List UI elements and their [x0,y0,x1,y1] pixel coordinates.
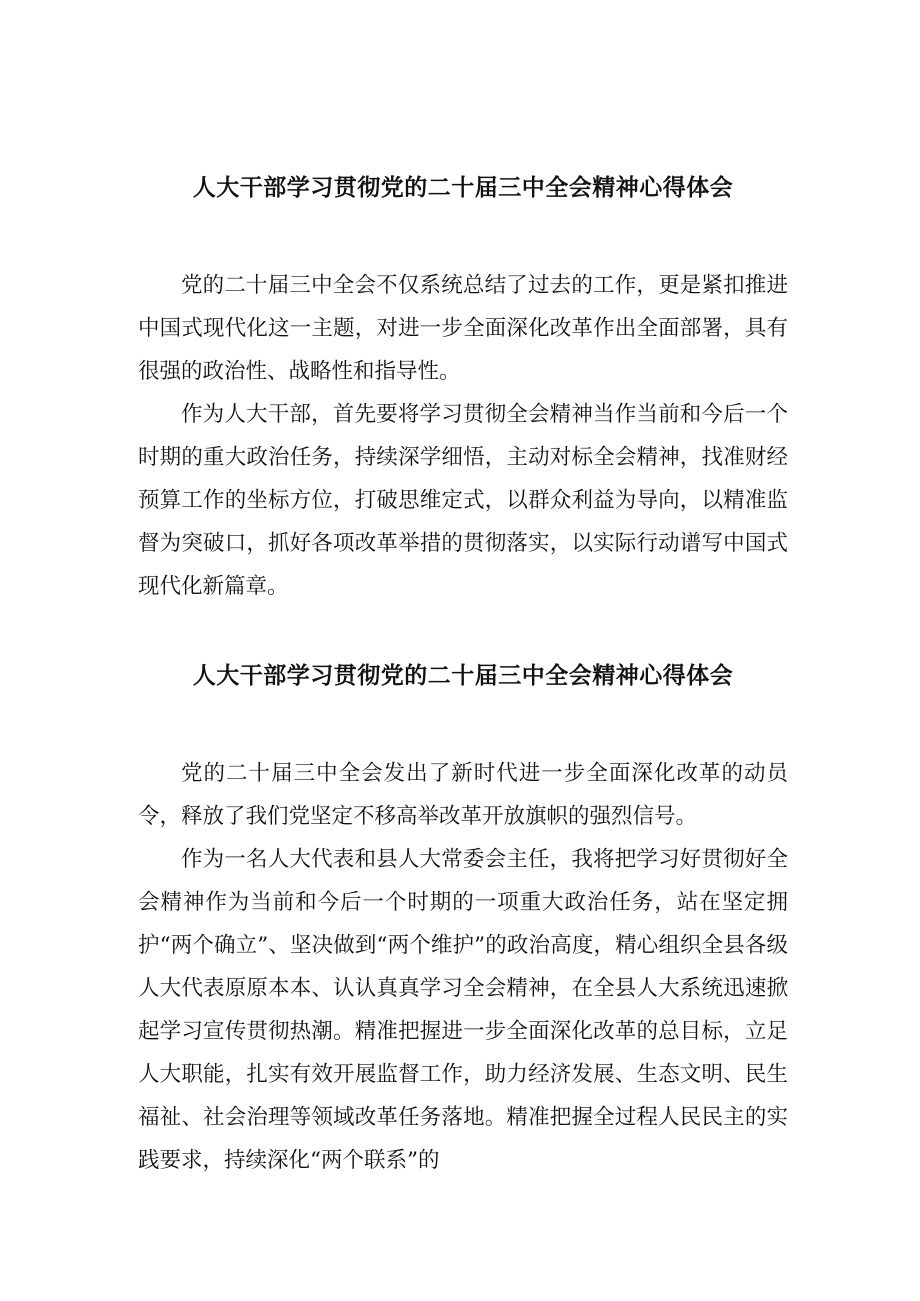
article-body [138,752,788,1182]
paragraph: 作为人大干部，首先要将学习贯彻全会精神当作当前和今后一个时期的重大政治任务，持续深学细悟，主动对标全会精神，找准财经预算工作的坐标方位，打破思维定式，以群众利益为导向，以精准监督为突破口，抓好各项改革举措的贯彻落实，以实际行动谱写中国式现代化新篇章。 [138,402,788,599]
article-2 [138,656,788,1182]
paragraph: 党的二十届三中全会发出了新时代进一步全面深化改革的动员令，释放了我们党坚定不移高举改革开放旗帜的强烈信号。 [138,761,788,829]
paragraph: 党的二十届三中全会不仅系统总结了过去的工作，更是紧扣推进中国式现代化这一主题，对进一步全面深化改革作出全面部署，具有很强的政治性、战略性和指导性。 [138,273,788,384]
article-1 [138,168,788,608]
article-title: 人大干部学习贯彻党的二十届三中全会精神心得体会 [192,663,734,689]
article-body [138,264,788,608]
article-title: 人大干部学习贯彻党的二十届三中全会精神心得体会 [192,175,734,201]
paragraph: 作为一名人大代表和县人大常委会主任，我将把学习好贯彻好全会精神作为当前和今后一个时期的一项重大政治任务，站在坚定拥护“两个确立”、坚决做到“两个维护”的政治高度，精心组织全县各级人大代表原原本本、认认真真学习全会精神，在全县人大系统迅速掀起学习宣传贯彻热潮。精准把握进一步全面深化改革的总目标，立足人大职能，扎实有效开展监督工作，助力经济发展、生态文明、民生福祉、社会治理等领域改革任务落地。精准把握全过程人民民主的实践要求，持续深化“两个联系”的 [138,847,788,1173]
